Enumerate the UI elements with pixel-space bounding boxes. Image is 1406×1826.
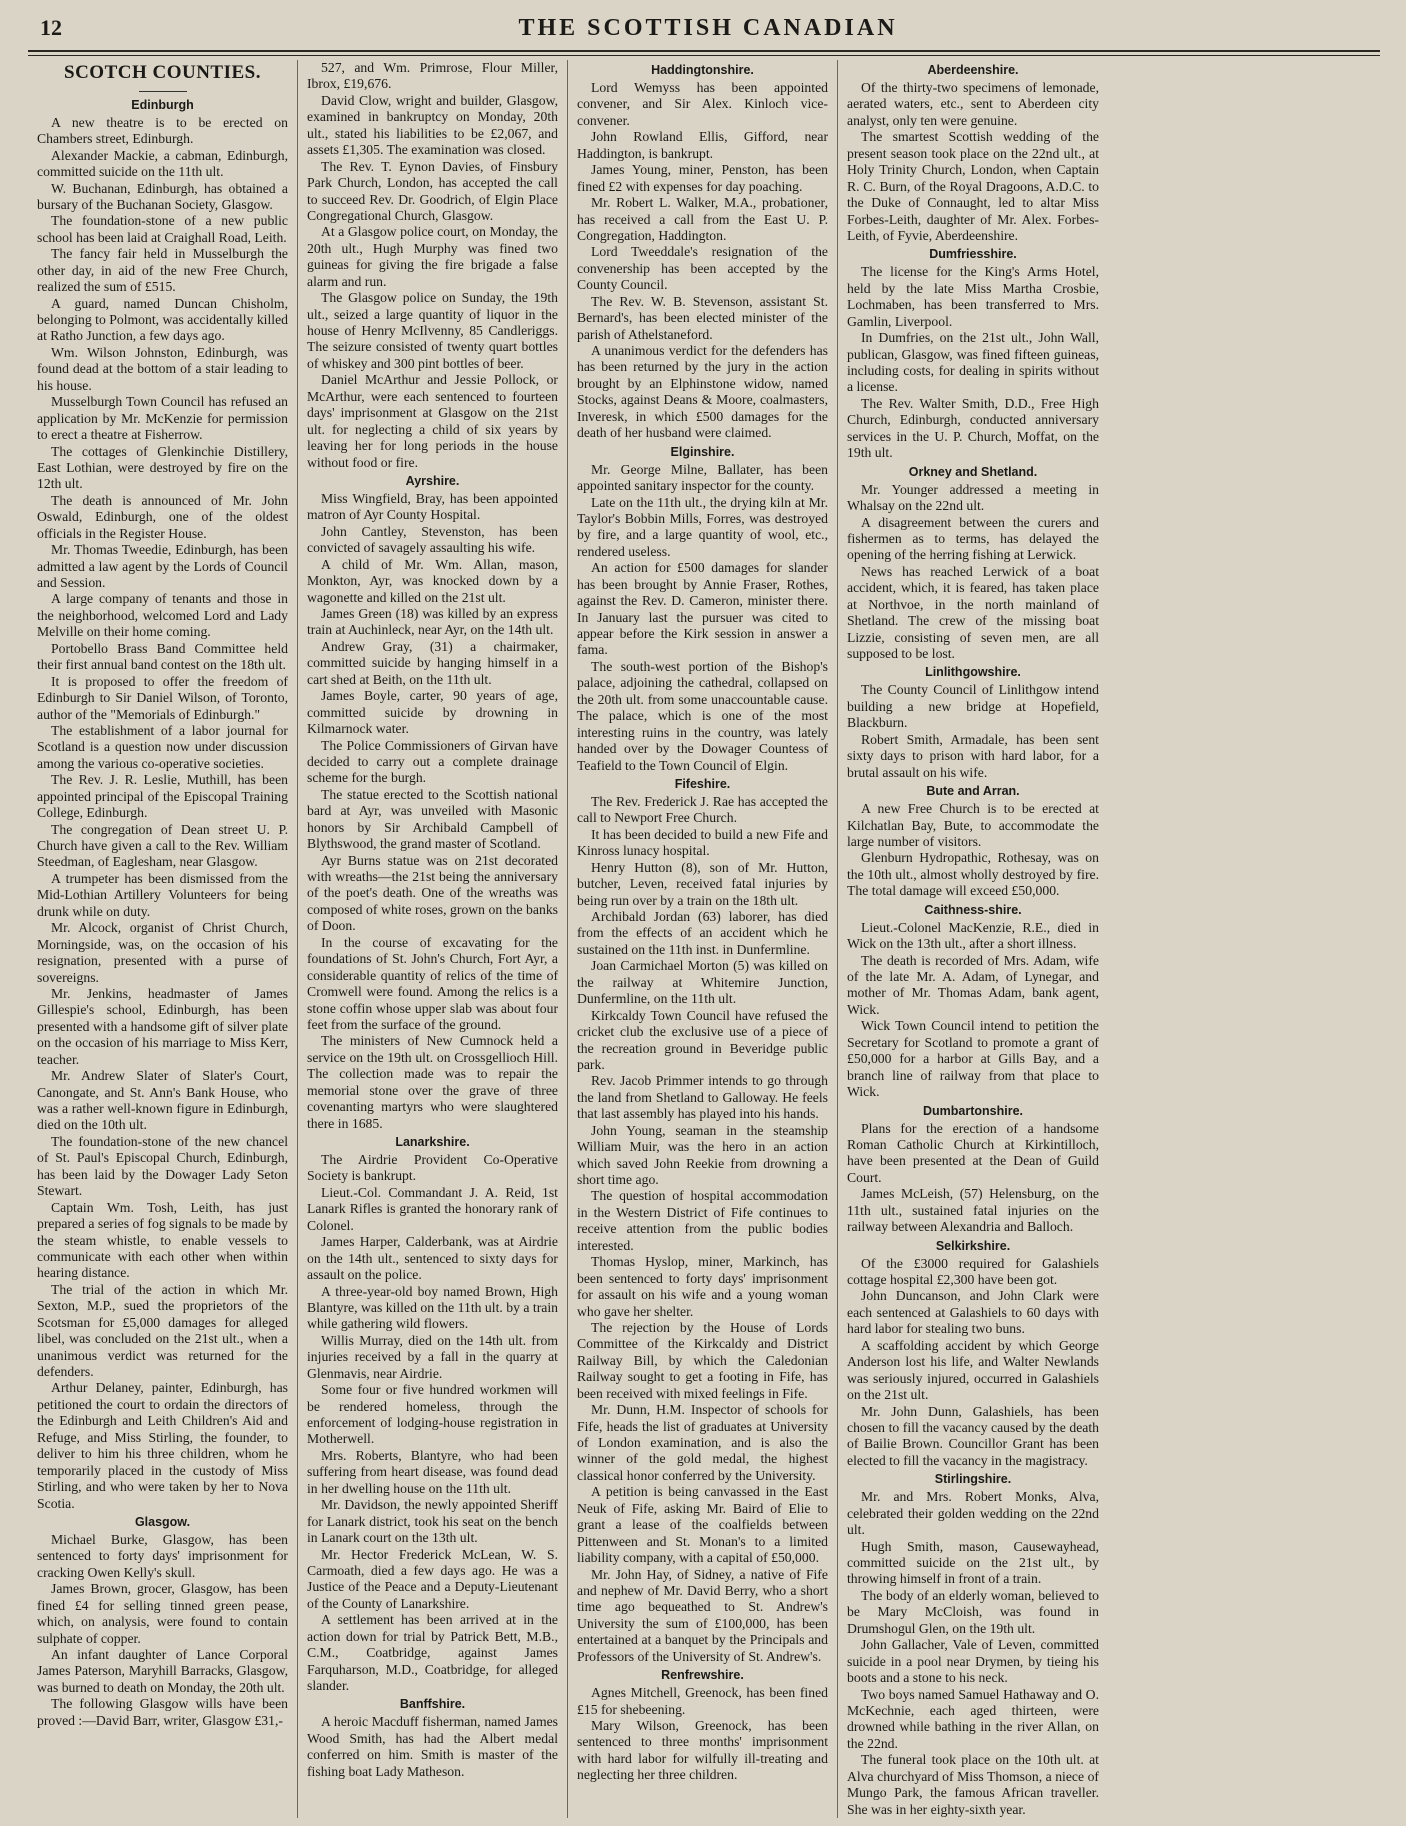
- news-item: Lieut.-Colonel MacKenzie, R.E., died in Wick on the 13th ult., after a short illness.: [847, 919, 1099, 952]
- news-item: Mr. and Mrs. Robert Monks, Alva, celebrated their golden wedding on the 22nd ult.: [847, 1489, 1099, 1538]
- news-item: The rejection by the House of Lords Committee of the Kirkcaldy and District Railway Bill, by which the Caledonian Railway sought to get a footing in Fife, has been received with mixed feelings in Fife.: [577, 1319, 828, 1401]
- news-item: Miss Wingfield, Bray, has been appointed matron of Ayr County Hospital.: [307, 490, 558, 523]
- news-item: A trumpeter has been dismissed from the Mid-Lothian Artillery Volunteers for being drunk while on duty.: [37, 870, 288, 919]
- news-item: The Airdrie Provident Co-Operative Society is bankrupt.: [307, 1152, 558, 1184]
- news-item: James Harper, Calderbank, was at Airdrie on the 14th ult., sentenced to sixty days for assault on the police.: [307, 1234, 558, 1283]
- news-item: The trial of the action in which Mr. Sexton, M.P., sued the proprietors of the Scotsman for £5,000 damages for alleged libel, was concluded on the 21st ult., when a unanimous verdict was returned for the defenders.: [37, 1281, 288, 1380]
- news-item: A three-year-old boy named Brown, High Blantyre, was killed on the 11th ult. by a train while gathering wild flowers.: [307, 1283, 558, 1332]
- county-heading: Orkney and Shetland.: [908, 464, 1038, 479]
- news-item: The foundation-stone of the new chancel of St. Paul's Episcopal Church, Edinburgh, has been laid by the Dowager Lady Seton Stewart.: [37, 1133, 288, 1199]
- news-item: David Clow, wright and builder, Glasgow, examined in bankruptcy on Monday, 20th ult., stated his liabilities to be £2,067, and assets £1,305. The examination was closed.: [307, 92, 558, 158]
- news-item: The establishment of a labor journal for Scotland is a question now under discussion among the various co-operative societies.: [37, 722, 288, 771]
- news-item: Mr. Thomas Tweedie, Edinburgh, has been admitted a law agent by the Lords of Council and Session.: [37, 542, 288, 591]
- news-item: Captain Wm. Tosh, Leith, has just prepared a series of fog signals to be made by the steam whistle, to enable vessels to communicate with each other when within hearing distance.: [37, 1199, 288, 1281]
- news-item: Mr. Jenkins, headmaster of James Gillespie's school, Edinburgh, has been presented with a handsome gift of silver plate on the occasion of his marriage to Miss Kerr, teacher.: [37, 985, 288, 1067]
- county-heading: Aberdeenshire.: [927, 63, 1019, 77]
- news-item: Robert Smith, Armadale, has been sent sixty days to prison with hard labor, for a brutal assault on his wife.: [847, 731, 1099, 780]
- section-title: SCOTCH COUNTIES.: [64, 62, 261, 83]
- news-item: It is proposed to offer the freedom of Edinburgh to Sir Daniel Wilson, of Toronto, author of the "Memorials of Edinburgh.": [37, 673, 288, 722]
- news-item: A child of Mr. Wm. Allan, mason, Monkton, Ayr, was knocked down by a wagonette and killed on the 21st ult.: [307, 556, 558, 605]
- news-item: The death is recorded of Mrs. Adam, wife of the late Mr. A. Adam, of Lynegar, and mother of Mr. Thomas Adam, bank agent, Wick.: [847, 952, 1099, 1017]
- news-item: Of the £3000 required for Galashiels cottage hospital £2,300 have been got.: [847, 1255, 1099, 1287]
- news-item: The body of an elderly woman, believed to be Mary McCloish, was found in Drumshogul Glen, on the 19th ult.: [847, 1587, 1099, 1636]
- news-item: Hugh Smith, mason, Causewayhead, committed suicide on the 21st ult., by throwing himself in front of a train.: [847, 1538, 1099, 1587]
- news-item: A scaffolding accident by which George Anderson lost his life, and Walter Newlands was seriously injured, occurred in Galashiels on the 21st ult.: [847, 1337, 1099, 1403]
- news-item: Some four or five hundred workmen will be rendered homeless, through the enforcement of lodging-house registration in Motherwell.: [307, 1382, 558, 1447]
- news-item: A heroic Macduff fisherman, named James Wood Smith, has had the Albert medal conferred on him. Smith is master of the fishing boat Lady Matheson.: [307, 1714, 558, 1779]
- news-item: The cottages of Glenkinchie Distillery, East Lothian, were destroyed by fire on the 12th ult.: [37, 443, 288, 492]
- news-item: Agnes Mitchell, Greenock, has been fined £15 for shebeening.: [577, 1685, 828, 1717]
- news-item: The congregation of Dean street U. P. Church have given a call to the Rev. William Steedman, of Eaglesham, near Glasgow.: [37, 821, 288, 870]
- county-heading: Edinburgh: [131, 97, 194, 112]
- county-heading: Banffshire.: [399, 1697, 466, 1712]
- page-number: 12: [40, 15, 62, 40]
- news-item: Wm. Wilson Johnston, Edinburgh, was found dead at the bottom of a stair leading to his house.: [37, 344, 288, 393]
- news-item: Michael Burke, Glasgow, has been sentenced to forty days' imprisonment for cracking Owen Kelly's skull.: [37, 1531, 288, 1580]
- column-2: [298, 60, 568, 1818]
- news-item: Mr. Davidson, the newly appointed Sheriff for Lanark district, took his seat on the bench in Lanark court on the 13th ult.: [307, 1497, 558, 1546]
- county-heading: Ayrshire.: [405, 473, 460, 488]
- news-item: The Glasgow police on Sunday, the 19th ult., seized a large quantity of liquor in the house of Henry McIlvenny, 85 Candleriggs. The seizure consisted of twenty quart bottles of whiskey and 300 pint bottles of beer.: [307, 290, 558, 371]
- news-item: The Rev. Walter Smith, D.D., Free High Church, Edinburgh, conducted anniversary services in the U. P. Church, Moffat, on the 19th ult.: [847, 395, 1099, 461]
- news-item: The south-west portion of the Bishop's palace, adjoining the cathedral, collapsed on the 20th ult. from some unaccountable cause. The palace, which is one of the most interesting ruins in the country, was lately handed over by the Dowager Countess of Teafield to the Town Council of Elgin.: [577, 658, 828, 773]
- county-heading: Lanarkshire.: [395, 1135, 470, 1149]
- news-item: The Rev. W. B. Stevenson, assistant St. Bernard's, has been elected minister of the parish of Athelstaneford.: [577, 293, 828, 342]
- news-item: The ministers of New Cumnock held a service on the 19th ult. on Crossgellioch Hill. The collection made was to repair the memorial stone over the grave of three covenanting martyrs who were slaughtered there in 1685.: [307, 1033, 558, 1131]
- news-item: The Police Commissioners of Girvan have decided to carry out a complete drainage scheme for the burgh.: [307, 737, 558, 786]
- news-item: The Rev. Frederick J. Rae has accepted the call to Newport Free Church.: [577, 793, 828, 826]
- news-item: A new theatre is to be erected on Chambers street, Edinburgh.: [37, 114, 288, 147]
- news-item: John Young, seaman in the steamship William Muir, was the hero in an action which saved John Reekie from drowning a short time ago.: [577, 1122, 828, 1187]
- news-item: The Rev. J. R. Leslie, Muthill, has been appointed principal of the Episcopal Training College, Edinburgh.: [37, 772, 288, 821]
- news-item: Plans for the erection of a handsome Roman Catholic Church at Kirkintilloch, have been presented at the Dean of Guild Court.: [847, 1120, 1099, 1185]
- news-item: A guard, named Duncan Chisholm, belonging to Polmont, was accidentally killed at Ratho Junction, a few days ago.: [37, 295, 288, 344]
- news-item: The foundation-stone of a new public school has been laid at Craighall Road, Leith.: [37, 213, 288, 245]
- county-heading: Dumfriesshire.: [929, 247, 1017, 262]
- county-heading: Bute and Arran.: [926, 784, 1020, 799]
- news-item: At a Glasgow police court, on Monday, the 20th ult., Hugh Murphy was fined two guineas for giving the fire brigade a false alarm and run.: [307, 224, 558, 289]
- news-item: Mrs. Roberts, Blantyre, who had been suffering from heart disease, was found dead in her dwelling house on the 11th ult.: [307, 1447, 558, 1496]
- news-item: A unanimous verdict for the defenders has has been returned by the jury in the action brought by an Elphinstone widow, named Stocks, against Deans & Moore, coalmasters, Inveresk, in which £500 damages for the death of her husband were claimed.: [577, 343, 828, 441]
- title-rule: [139, 91, 187, 92]
- news-item: 527, and Wm. Primrose, Flour Miller, Ibrox, £19,676.: [307, 60, 558, 92]
- county-heading: Stirlingshire.: [934, 1472, 1012, 1487]
- county-heading: Fifeshire.: [674, 776, 731, 791]
- news-item: Daniel McArthur and Jessie Pollock, or McArthur, were each sentenced to fourteen days' imprisonment at Glasgow on the 21st ult. for neglecting a child of six years by leaving her for long periods in the house without food or fire.: [307, 372, 558, 470]
- county-heading: Linlithgowshire.: [925, 665, 1021, 680]
- news-item: Mr. Younger addressed a meeting in Whalsay on the 22nd ult.: [847, 481, 1099, 514]
- news-item: Lord Wemyss has been appointed convener, and Sir Alex. Kinloch vice-convener.: [577, 80, 828, 128]
- news-item: Mary Wilson, Greenock, has been sentenced to three months' imprisonment with hard labor for wilfully ill-treating and neglecting her three children.: [577, 1718, 828, 1783]
- news-item: Rev. Jacob Primmer intends to go through the land from Shetland to Galloway. He feels that last assembly has played into his hands.: [577, 1073, 828, 1122]
- news-item: Mr. Robert L. Walker, M.A., probationer, has received a call from the East U. P. Congregation, Haddington.: [577, 195, 828, 243]
- column-4: [838, 60, 1108, 1818]
- news-item: Archibald Jordan (63) laborer, has died from the effects of an accident which he sustained on the 11th inst. in Dunfermline.: [577, 909, 828, 957]
- column-3: [568, 60, 838, 1818]
- news-item: It has been decided to build a new Fife and Kinross lunacy hospital.: [577, 826, 828, 859]
- county-heading: Haddingtonshire.: [651, 63, 754, 77]
- news-item: The statue erected to the Scottish national bard at Ayr, was unveiled with Masonic honors by Sir Archibald Campbell of Blythswood, the grand master of Scotland.: [307, 786, 558, 852]
- news-item: Mr. George Milne, Ballater, has been appointed sanitary inspector for the county.: [577, 461, 828, 494]
- county-heading: Renfrewshire.: [661, 1668, 744, 1683]
- news-item: Mr. Alcock, organist of Christ Church, Morningside, was, on the occasion of his resignation, presented with a purse of sovereigns.: [37, 920, 288, 985]
- masthead-rule: [28, 50, 1380, 56]
- news-item: Alexander Mackie, a cabman, Edinburgh, committed suicide on the 11th ult.: [37, 147, 288, 180]
- news-item: Two boys named Samuel Hathaway and O. McKechnie, each aged thirteen, were drowned while bathing in the river Allan, on the 22nd.: [847, 1686, 1099, 1751]
- county-heading: Caithness-shire.: [924, 902, 1022, 917]
- news-item: The smartest Scottish wedding of the present season took place on the 22nd ult., at Holy Trinity Church, London, when Captain R. C. Burn, of the Royal Dragoons, A.D.C. to the Duke of Connaught, led to altar Miss Forbes-Leith, daughter of Mr. Alex. Forbes-Leith, of Fyvie, Aberdeenshire.: [847, 129, 1099, 243]
- news-item: John Duncanson, and John Clark were each sentenced at Galashiels to 60 days with hard labor for stealing two buns.: [847, 1288, 1099, 1337]
- news-item: W. Buchanan, Edinburgh, has obtained a bursary of the Buchanan Society, Glasgow.: [37, 180, 288, 212]
- news-item: The fancy fair held in Musselburgh the other day, in aid of the new Free Church, realized the sum of £515.: [37, 246, 288, 295]
- column-1: [28, 60, 298, 1818]
- news-item: Ayr Burns statue was on 21st decorated with wreaths—the 21st being the anniversary of the poet's death. One of the wreaths was composed of white roses, grown on the banks of Doon.: [307, 852, 558, 934]
- news-item: James Boyle, carter, 90 years of age, committed suicide by drowning in Kilmarnock water.: [307, 688, 558, 737]
- news-item: Arthur Delaney, painter, Edinburgh, has petitioned the court to ordain the directors of the Edinburgh and Leith Children's Aid and Refuge, and Miss Stirling, the founder, to deliver to him his three children, whom he temporarily placed in the custody of Miss Stirling, and who were taken by her to Nova Scotia.: [37, 1380, 288, 1511]
- news-item: Mr. Andrew Slater of Slater's Court, Canongate, and St. Ann's Bank House, who was a rather well-known figure in Edinburgh, died on the 10th ult.: [37, 1068, 288, 1133]
- county-heading: Elginshire.: [670, 444, 735, 459]
- news-item: The question of hospital accommodation in the Western District of Fife continues to receive attention from the public bodies interested.: [577, 1188, 828, 1253]
- news-item: Lieut.-Col. Commandant J. A. Reid, 1st Lanark Rifles is granted the honorary rank of Colonel.: [307, 1184, 558, 1233]
- news-item: Andrew Gray, (31) a chairmaker, committed suicide by hanging himself in a cart shed at Beith, on the 11th ult.: [307, 638, 558, 687]
- county-heading: Selkirkshire.: [935, 1238, 1011, 1253]
- news-item: An infant daughter of Lance Corporal James Paterson, Maryhill Barracks, Glasgow, was burned to death on Monday, the 20th ult.: [37, 1647, 288, 1695]
- news-item: An action for £500 damages for slander has been brought by Annie Fraser, Rothes, against the Rev. D. Cameron, minister there. In January last the pursuer was cited to appear before the Kirk session in answer a fama.: [577, 560, 828, 658]
- news-item: Willis Murray, died on the 14th ult. from injuries received by a fall in the quarry at Glenmavis, near Airdrie.: [307, 1332, 558, 1381]
- news-item: The death is announced of Mr. John Oswald, Edinburgh, one of the oldest officials in the Register House.: [37, 492, 288, 541]
- news-item: James Green (18) was killed by an express train at Auchinleck, near Ayr, on the 14th ult.: [307, 606, 558, 638]
- news-item: A new Free Church is to be erected at Kilchatlan Bay, Bute, to accommodate the large number of visitors.: [847, 801, 1099, 849]
- columns: [28, 60, 1378, 1818]
- news-item: Portobello Brass Band Committee held their first annual band contest on the 18th ult.: [37, 640, 288, 673]
- news-item: Of the thirty-two specimens of lemonade, aerated waters, etc., sent to Aberdeen city analyst, only ten were genuine.: [847, 80, 1099, 128]
- news-item: Glenburn Hydropathic, Rothesay, was on the 10th ult., almost wholly destroyed by fire. The total damage will exceed £50,000.: [847, 850, 1099, 899]
- news-item: In the course of excavating for the foundations of St. John's Church, Fort Ayr, a considerable quantity of relics of the time of Cromwell were found. Among the relics is a stone coffin whose upper slab was about four feet from the surface of the ground.: [307, 934, 558, 1032]
- news-item: John Rowland Ellis, Gifford, near Haddington, is bankrupt.: [577, 129, 828, 161]
- news-item: Joan Carmichael Morton (5) was killed on the railway at Whitemire Junction, Dunfermline, on the 11th ult.: [577, 958, 828, 1007]
- news-item: News has reached Lerwick of a boat accident, which, it is feared, has taken place at Northvoe, in the north mainland of Shetland. The crew of the missing boat Lizzie, consisting of seven men, are all supposed to be lost.: [847, 563, 1099, 661]
- news-item: Mr. Hector Frederick McLean, W. S. Carmoath, died a few days ago. He was a Justice of the Peace and a Deputy-Lieutenant of the County of Lanarkshire.: [307, 1546, 558, 1611]
- news-item: A large company of tenants and those in the neighborhood, welcomed Lord and Lady Melville on their home coming.: [37, 591, 288, 640]
- news-item: Henry Hutton (8), son of Mr. Hutton, butcher, Leven, received fatal injuries by being run over by a train on the 18th ult.: [577, 859, 828, 908]
- news-item: The following Glasgow wills have been proved :—David Barr, writer, Glasgow £31,-: [37, 1696, 288, 1728]
- news-item: Late on the 11th ult., the drying kiln at Mr. Taylor's Bobbin Mills, Forres, was destroyed by fire, and a large quantity of wool, etc., rendered useless.: [577, 494, 828, 559]
- news-item: Thomas Hyslop, miner, Markinch, has been sentenced to forty days' imprisonment for assault on his wife and a young woman who gave her shelter.: [577, 1254, 828, 1319]
- news-item: James McLeish, (57) Helensburg, on the 11th ult., sustained fatal injuries on the railway between Alexandria and Balloch.: [847, 1186, 1099, 1235]
- masthead: [40, 10, 1376, 46]
- news-item: The license for the King's Arms Hotel, held by the late Miss Martha Crosbie, Lochmaben, has been transferred to Mrs. Gamlin, Liverpool.: [847, 264, 1099, 329]
- news-item: Mr. Dunn, H.M. Inspector of schools for Fife, heads the list of graduates at University of London examination, and is also the winner of the gold medal, the highest classical honor conferred by the University.: [577, 1402, 828, 1483]
- news-item: Lord Tweeddale's resignation of the convenership has been accepted by the County Council.: [577, 244, 828, 293]
- county-heading: Dumbartonshire.: [922, 1103, 1023, 1118]
- news-item: A petition is being canvassed in the East Neuk of Fife, asking Mr. Baird of Elie to grant a lease of the coalfields between Pittenween and St. Monan's to a limited liability company, with a capital of £50,000.: [577, 1484, 828, 1566]
- news-item: A disagreement between the curers and fishermen as to terms, has delayed the opening of the herring fishing at Lerwick.: [847, 514, 1099, 563]
- news-item: John Gallacher, Vale of Leven, committed suicide in a pool near Drymen, by tieing his boots and a stone to his neck.: [847, 1637, 1099, 1686]
- newspaper-title: THE SCOTTISH CANADIAN: [518, 14, 898, 41]
- news-item: Wick Town Council intend to petition the Secretary for Scotland to promote a grant of £50,000 for a harbor at Gills Bay, and a branch line of railway from that place to Wick.: [847, 1018, 1099, 1100]
- news-item: A settlement has been arrived at in the action down for trial by Patrick Bett, M.B., C.M., Coatbridge, against James Farquharson, M.D., Coatbridge, for alleged slander.: [307, 1612, 558, 1693]
- news-item: Mr. John Dunn, Galashiels, has been chosen to fill the vacancy caused by the death of Bailie Brown. Councillor Grant has been elected to fill the vacancy in the magistracy.: [847, 1403, 1099, 1468]
- county-heading: Glasgow.: [134, 1514, 191, 1529]
- news-item: Musselburgh Town Council has refused an application by Mr. McKenzie for permission to erect a theatre at Fisherrow.: [37, 394, 288, 443]
- news-item: In Dumfries, on the 21st ult., John Wall, publican, Glasgow, was fined fifteen guineas, including costs, for dealing in spirits without a license.: [847, 330, 1099, 395]
- news-item: The funeral took place on the 10th ult. at Alva churchyard of Miss Thomson, a niece of Mungo Park, the famous African traveller. She was in her eighty-sixth year.: [847, 1752, 1099, 1817]
- news-item: The Rev. T. Eynon Davies, of Finsbury Park Church, London, has accepted the call to succeed Rev. Dr. Goodrich, of Elgin Place Congregational Church, Glasgow.: [307, 158, 558, 223]
- news-item: James Brown, grocer, Glasgow, has been fined £4 for selling tinned green pease, which, on analysis, were found to contain sulphate of copper.: [37, 1581, 288, 1646]
- news-item: The County Council of Linlithgow intend building a new bridge at Hopefield, Blackburn.: [847, 682, 1099, 731]
- news-item: John Cantley, Stevenston, has been convicted of savagely assaulting his wife.: [307, 523, 558, 556]
- news-item: James Young, miner, Penston, has been fined £2 with expenses for day poaching.: [577, 162, 828, 194]
- news-item: Mr. John Hay, of Sidney, a native of Fife and nephew of Mr. David Berry, who a short time ago bequeathed to St. Andrew's University the sum of £100,000, has been entertained at a banquet by the Principals and Professors of the University of St. Andrew's.: [577, 1566, 828, 1664]
- news-item: Kirkcaldy Town Council have refused the cricket club the exclusive use of a piece of the recreation ground in Beveridge public park.: [577, 1007, 828, 1072]
